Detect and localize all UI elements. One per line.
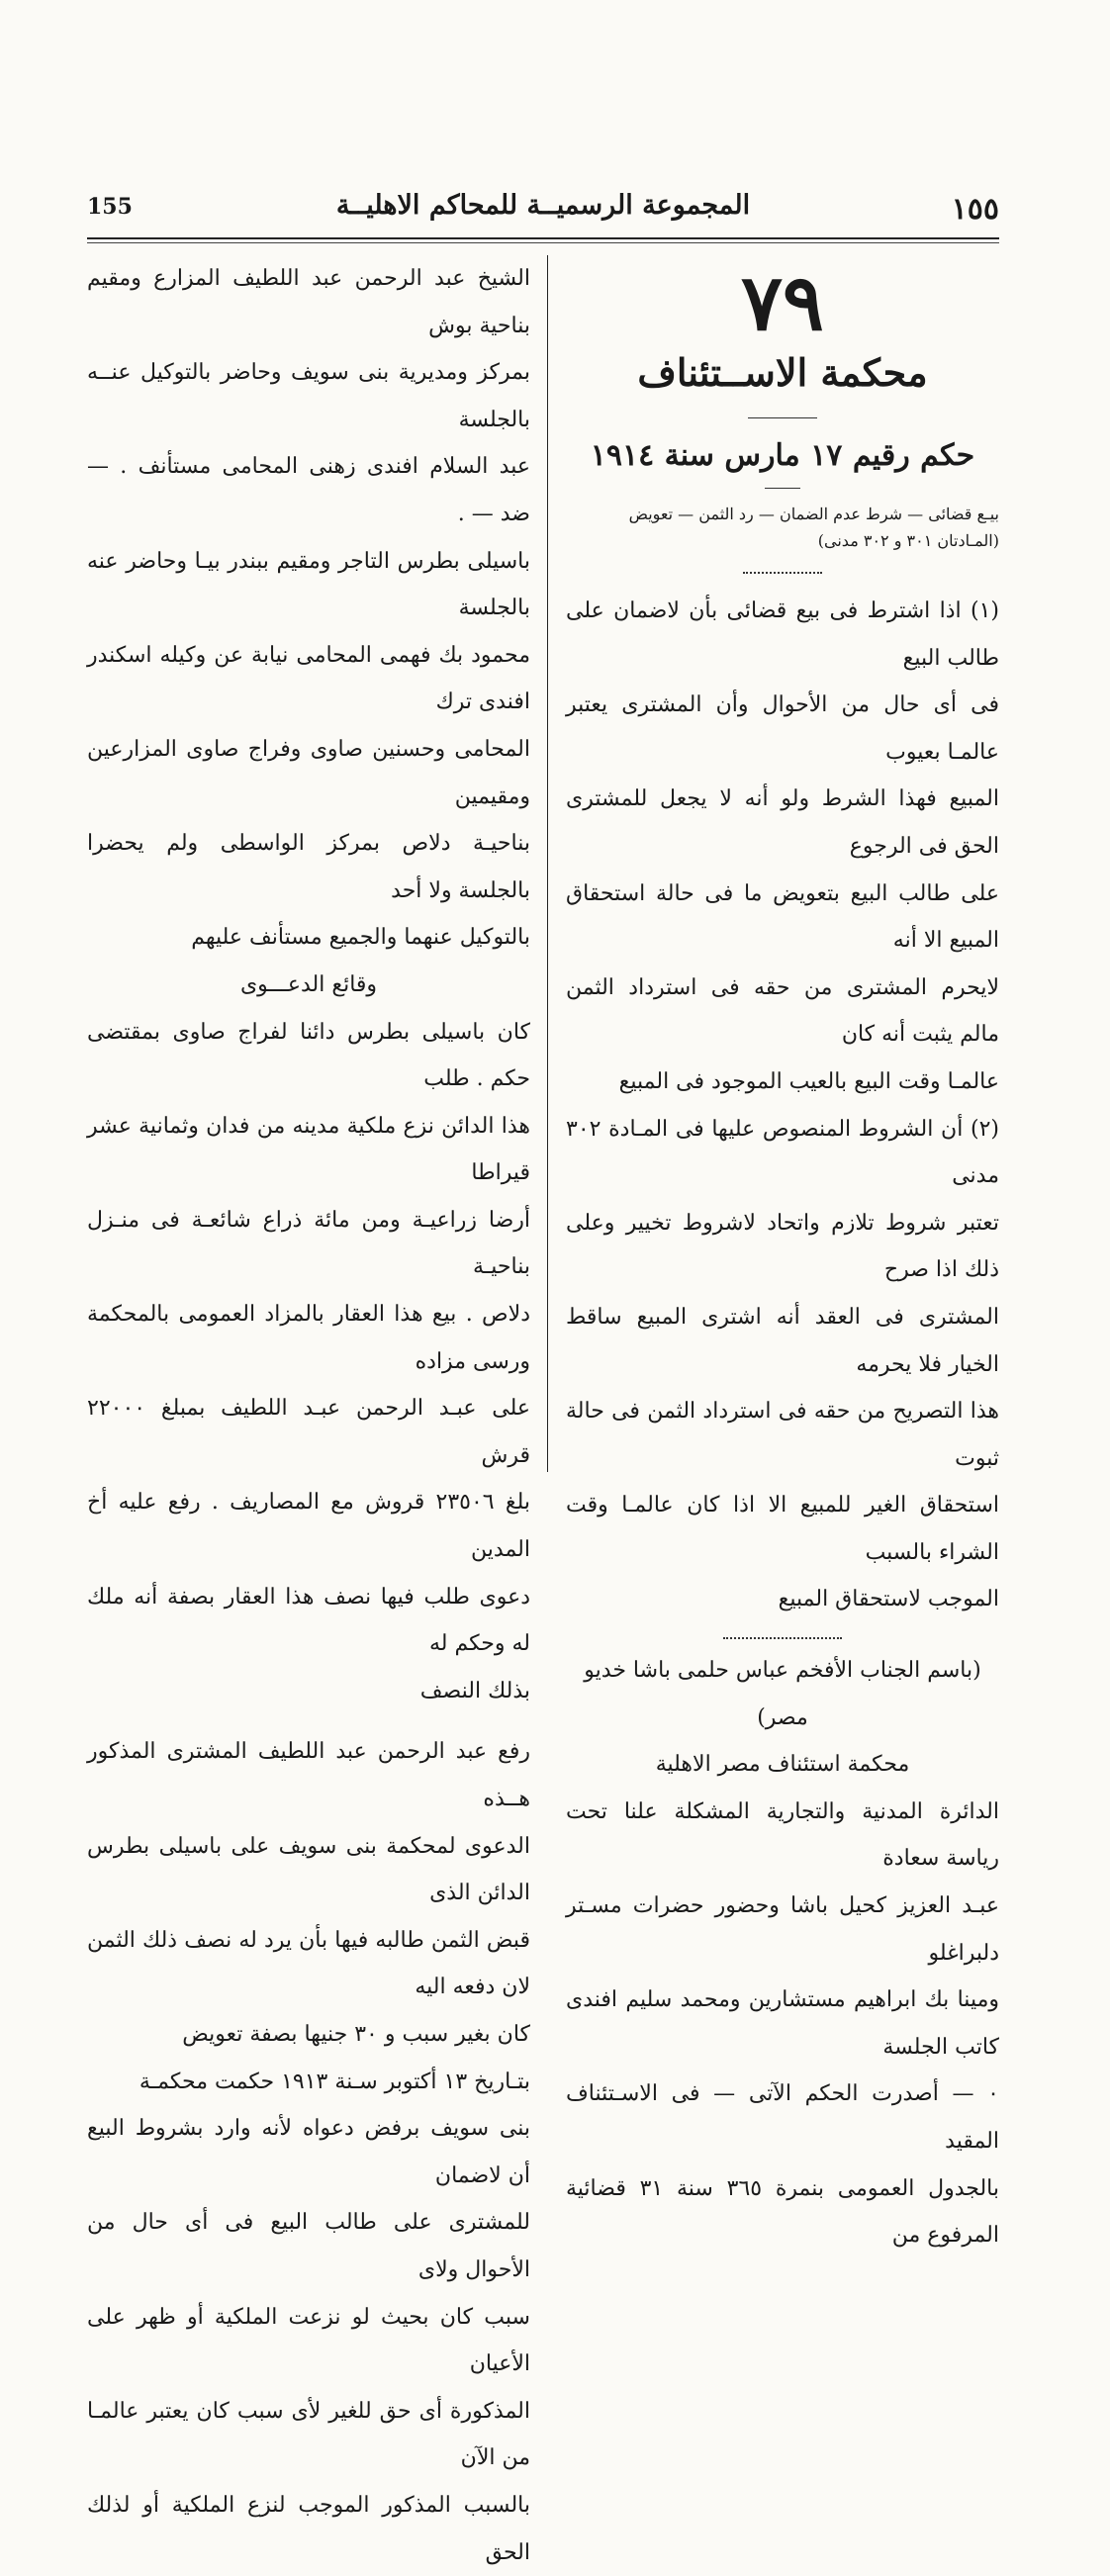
case-number: ٧٩ xyxy=(741,258,824,348)
text-line: بناحيـة دلاص بمركز الواسطى ولم يحضرا بالجلسة ولا أحد xyxy=(87,831,530,903)
text-line: عالمـا وقت البيع بالعيب الموجود فى المبيع xyxy=(618,1068,999,1094)
keywords-block xyxy=(566,501,999,554)
principle-paragraph xyxy=(566,1106,999,1624)
text-line: بالسبب المذكور الموجب لنزع الملكية أو لذلك الحق xyxy=(87,2492,530,2565)
text-line: المبيع فهذا الشرط ولو أنه لا يجعل للمشترى الحق فى الرجوع xyxy=(566,786,999,859)
text-line: المشترى فى العقد أنه اشترى المبيع ساقط الخيار فلا يحرمه xyxy=(566,1304,999,1377)
text-line: رفع عبد الرحمن عبد اللطيف المشترى المذكور هــذه xyxy=(87,1739,530,1811)
text-line: بالجدول العمومى بنمرة ٣٦٥ سنة ٣١ قضائية المرفوع من xyxy=(566,2175,999,2249)
text-line: دعوى طلب فيها نصف هذا العقار بصفة أنه ملك له وحكم له xyxy=(87,1584,530,1657)
dotted-divider xyxy=(723,1637,842,1639)
parties-paragraph xyxy=(87,255,530,962)
text-line: بنى سويف برفض دعواه لأنه وارد بشروط البيع أن لاضمان xyxy=(87,2116,530,2188)
text-line: ومينا بك ابراهيم مستشارين ومحمد سليم افندى كاتب الجلسة xyxy=(566,1987,999,2060)
text-line: استحقاق الغير للمبيع الا اذا كان عالمـا وقت الشراء بالسبب xyxy=(566,1493,999,1565)
text-line: بتـاريخ ١٣ أكتوبر سـنة ١٩١٣ حكمت محكمـة xyxy=(139,2069,530,2094)
text-line: الدائرة المدنية والتجارية المشكلة علنا تحت رياسة سعادة xyxy=(566,1798,999,1872)
facts-paragraph xyxy=(87,1728,530,2058)
text-line: (١) اذا اشترط فى بيع قضائى بأن لاضمان على طالب البيع xyxy=(566,598,999,671)
text-line: المحامى وحسنين صاوى وفراج صاوى المزارعين ومقيمين xyxy=(87,736,530,809)
text-line: الدعوى لمحكمة بنى سويف على باسيلى بطرس الدائن الذى xyxy=(87,1833,530,1906)
text-line: فى أى حال من الأحوال وأن المشترى يعتبر عالمـا بعيوب xyxy=(566,692,999,765)
opening-paragraph xyxy=(566,1789,999,2259)
facts-paragraph xyxy=(87,2059,530,2576)
left-column xyxy=(87,255,530,2576)
principle-paragraph xyxy=(566,588,999,1106)
text-line: بمركز ومديرية بنى سويف وحاضر بالتوكيل عنــه بالجلسة xyxy=(87,360,530,432)
text-line: كان باسيلى بطرس دائنا لفراج صاوى بمقتضى حكم . طلب xyxy=(87,1019,530,1092)
text-line: باسيلى بطرس التاجر ومقيم ببندر بيـا وحاضر عنه بالجلسة xyxy=(87,548,530,621)
court-name-line: محكمة استئناف مصر الاهلية xyxy=(655,1752,910,1778)
facts-paragraph xyxy=(87,1009,530,1715)
page-number-latin: 155 xyxy=(87,194,133,220)
royal-invocation: (باسم الجناب الأفخم عباس حلمى باشا خديو مصر) xyxy=(584,1658,981,1730)
facts-heading: وقائع الدعـــوى xyxy=(239,971,378,997)
text-line: هذا الدائن نزع ملكية مدينه من فدان وثمانية عشر قيراطا xyxy=(87,1113,530,1186)
text-line: الموجب لاستحقاق المبيع xyxy=(778,1587,999,1612)
dotted-divider xyxy=(743,572,822,574)
keywords-line: بيـع قضائى — شرط عدم الضمان — رد الثمن — تعويض xyxy=(628,505,999,523)
text-line: لايحرم المشترى من حقه فى استرداد الثمن مالم يثبت أنه كان xyxy=(566,974,999,1048)
keywords-line: (المـادتان ٣٠١ و ٣٠٢ مدنى) xyxy=(817,531,999,550)
column-divider xyxy=(547,255,548,1472)
divider-rule xyxy=(765,488,800,489)
header-rule xyxy=(87,237,999,239)
page-header xyxy=(87,190,999,230)
text-line: للمشترى على طالب البيع فى أى حال من الأحوال ولاى xyxy=(87,2210,530,2282)
text-line: سبب كان بحيث لو نزعت الملكية أو ظهر على الأعيان xyxy=(87,2304,530,2377)
text-line: المذكورة أى حق للغير لأى سبب كان يعتبر عالمـا من الآن xyxy=(87,2398,530,2471)
text-line: محمود بك فهمى المحامى نيابة عن وكيله اسكندر افندى ترك xyxy=(87,642,530,715)
divider-rule xyxy=(748,417,817,418)
court-title: محكمة الاســتئناف xyxy=(637,350,928,395)
text-line: على طالب البيع بتعويض ما فى حالة استحقاق المبيع الا أنه xyxy=(566,880,999,954)
text-line: على عبـد الرحمن عبـد اللطيف بمبلغ ٢٢٠٠٠ قرش xyxy=(87,1396,530,1468)
text-line: بالتوكيل عنهما والجميع مستأنف عليهم xyxy=(191,925,530,951)
text-line: عبـد العزيز كحيل باشا وحضور حضرات مسـتر دلبراغلو xyxy=(566,1893,999,1966)
text-line: ٠ — أصدرت الحكم الآتى — فى الاسـتئناف المقيد xyxy=(566,2081,999,2154)
text-line: هذا التصريح من حقه فى استرداد الثمن فى حالة ثبوت xyxy=(566,1399,999,1471)
right-column xyxy=(566,259,999,2259)
text-line: بذلك النصف xyxy=(419,1678,530,1703)
text-line: أرضا زراعيـة ومن مائة ذراع شائعـة فى منـزل بناحيـة xyxy=(87,1207,530,1280)
text-line: عبد السلام افندى زهنى المحامى مستأنف . — ضد — . xyxy=(87,454,530,526)
running-title: المجموعة الرسميــة للمحاكم الاهليــة xyxy=(335,190,751,221)
text-line: تعتبر شروط تلازم واتحاد لاشروط تخيير وعلى ذلك اذا صرح xyxy=(566,1210,999,1283)
text-line: كان بغير سبب و ٣٠ جنيها بصفة تعويض xyxy=(182,2021,530,2047)
text-line: الشيخ عبد الرحمن عبد اللطيف المزارع ومقيم بناحية بوش xyxy=(87,266,530,338)
judgment-title: حكم رقيم ١٧ مارس سنة ١٩١٤ xyxy=(590,438,975,473)
text-line: بلغ ٢٣٥٠٦ قروش مع المصاريف . رفع عليه أخ المدين xyxy=(87,1490,530,1563)
text-line: (٢) أن الشروط المنصوص عليها فى المـادة ٣٠٢ مدنى xyxy=(566,1116,999,1189)
page-number-arabic: ١٥٥ xyxy=(951,192,999,227)
text-line: قبض الثمن طالبه فيها بأن يرد له نصف ذلك الثمن لان دفعه اليه xyxy=(87,1927,530,2000)
text-line: دلاص . بيع هذا العقار بالمزاد العمومى بالمحكمة ورسى مزاده xyxy=(87,1302,530,1374)
paragraph-gap xyxy=(87,1714,530,1728)
header-rule-thin xyxy=(87,242,999,243)
